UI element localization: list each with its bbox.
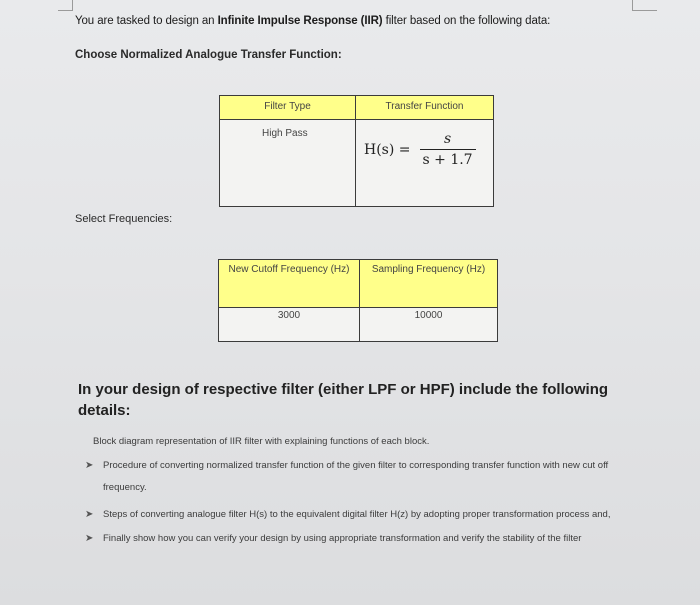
intro-suffix: filter based on the following data: — [382, 15, 551, 27]
arrow-right-icon: ➤ — [85, 509, 94, 520]
list-item — [93, 436, 638, 447]
list-item-text: Finally show how you can verify your design by using appropriate transformation and verify the stability of the filter — [103, 533, 582, 544]
select-frequencies-label: Select Frequencies: — [75, 213, 173, 225]
requirements-list — [85, 436, 648, 550]
sampling-frequency-value: 10000 — [360, 308, 498, 342]
list-item — [85, 504, 648, 526]
header-sampling-frequency: Sampling Frequency (Hz) — [360, 260, 498, 308]
cutoff-frequency-value: 3000 — [219, 308, 360, 342]
list-item-text: Steps of converting analogue filter H(s) to the equivalent digital filter H(z) by adopting proper transformation process and, — [103, 509, 611, 520]
transfer-function-cell — [356, 120, 494, 207]
corner-mark-right — [632, 0, 657, 11]
arrow-right-icon: ➤ — [85, 533, 94, 544]
header-filter-type: Filter Type — [220, 96, 356, 120]
corner-mark-left — [58, 0, 73, 11]
tf-denominator: s + 1.7 — [420, 149, 476, 168]
tf-fraction — [420, 131, 476, 168]
intro-bold: Infinite Impulse Response (IIR) — [217, 15, 383, 27]
header-transfer-function: Transfer Function — [356, 96, 494, 120]
list-item-text: Block diagram representation of IIR filter with explaining functions of each block. — [93, 436, 430, 447]
frequency-table — [218, 259, 498, 342]
list-item — [85, 528, 648, 550]
tf-lhs: H(s) = — [364, 141, 411, 158]
choose-heading: Choose Normalized Analogue Transfer Function: — [75, 49, 342, 61]
design-heading: In your design of respective filter (either LPF or HPF) include the following details: — [78, 381, 609, 419]
header-cutoff-frequency: New Cutoff Frequency (Hz) — [219, 260, 360, 308]
arrow-right-icon: ➤ — [85, 460, 94, 471]
filter-type-value: High Pass — [262, 128, 308, 139]
transfer-function-table — [219, 95, 494, 207]
intro-text — [75, 15, 550, 27]
filter-type-cell — [220, 120, 356, 207]
intro-prefix: You are tasked to design an — [75, 15, 218, 27]
list-item-text: Procedure of converting normalized transfer function of the given filter to corresponding transfer function with new cut off frequency. — [103, 460, 609, 493]
tf-numerator: s — [443, 131, 452, 147]
list-item — [85, 455, 648, 499]
transfer-function-equation — [364, 131, 493, 168]
